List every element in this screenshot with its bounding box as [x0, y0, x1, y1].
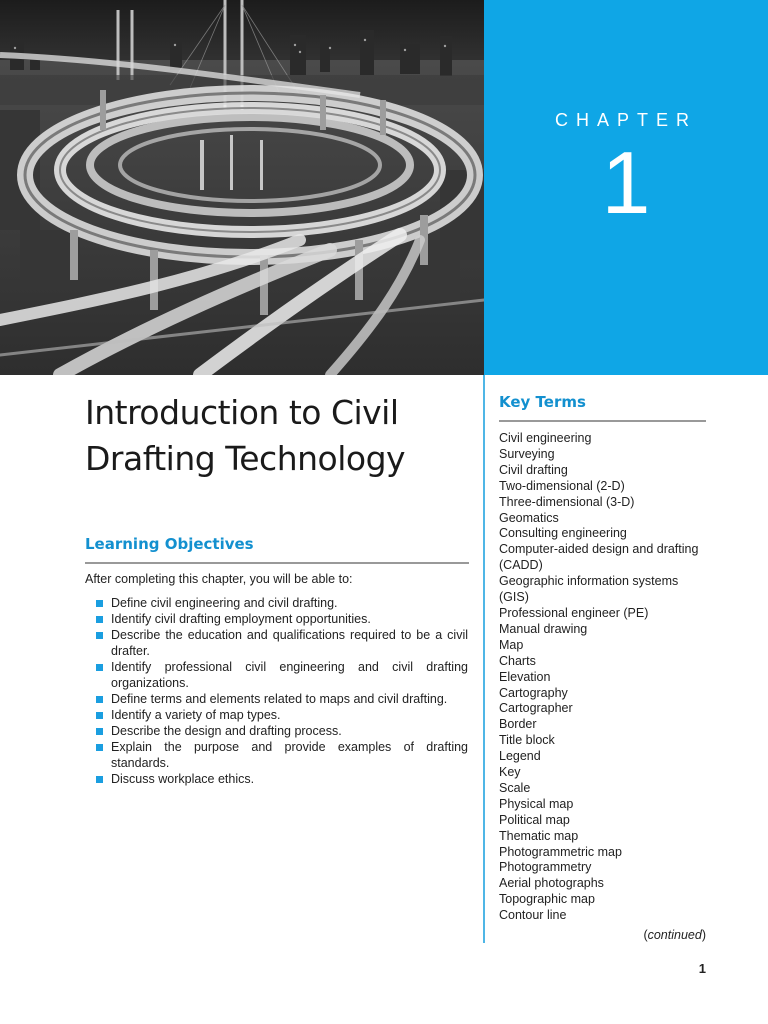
column-divider [483, 375, 485, 943]
key-term: Civil drafting [499, 462, 568, 477]
key-term: Elevation [499, 669, 551, 684]
learning-objectives-rule [85, 562, 469, 564]
list-item: Describe the design and drafting process. [96, 723, 468, 739]
list-item: Identify professional civil engineering and civil drafting organizations. [96, 659, 468, 691]
key-terms-heading: Key Terms [499, 393, 586, 411]
key-terms-list [499, 431, 709, 924]
key-term: Key [499, 765, 521, 780]
key-term: Two-dimensional (2-D) [499, 478, 625, 493]
key-term: Three-dimensional (3-D) [499, 494, 635, 509]
key-term: Border [499, 717, 537, 732]
square-bullet-icon [96, 664, 103, 671]
learning-objectives-list [96, 595, 468, 787]
continued-note: (continued) [643, 928, 706, 942]
key-term: Cartography [499, 685, 568, 700]
list-item: Identify civil drafting employment opportunities. [96, 611, 468, 627]
key-term: Contour line [499, 908, 567, 923]
list-item: Define terms and elements related to maps and civil drafting. [96, 691, 468, 707]
key-term: Civil engineering [499, 431, 592, 445]
square-bullet-icon [96, 616, 103, 623]
key-term: Geomatics [499, 510, 559, 525]
key-term: Manual drawing [499, 621, 588, 636]
chapter-label: CHAPTER [554, 110, 697, 130]
key-term: Photogrammetric map [499, 844, 622, 859]
key-term: Legend [499, 749, 541, 764]
key-term: Cartographer [499, 701, 573, 716]
square-bullet-icon [96, 744, 103, 751]
square-bullet-icon [96, 632, 103, 639]
chapter-title: Introduction to Civil Drafting Technology [85, 393, 406, 478]
key-term: Thematic map [499, 828, 579, 843]
square-bullet-icon [96, 696, 103, 703]
key-term: Political map [499, 812, 570, 827]
list-item: Identify a variety of map types. [96, 707, 468, 723]
key-term: Title block [499, 733, 555, 748]
key-term: Charts [499, 653, 536, 668]
key-term: Computer-aided design and drafting (CADD) [499, 542, 699, 573]
learning-objectives-intro: After completing this chapter, you will be able to: [85, 572, 353, 586]
chapter-number: 1 [601, 133, 651, 232]
square-bullet-icon [96, 776, 103, 783]
square-bullet-icon [96, 600, 103, 607]
list-item: Define civil engineering and civil drafting. [96, 595, 468, 611]
square-bullet-icon [96, 728, 103, 735]
highway-interchange-image [0, 0, 484, 375]
page-number: 1 [698, 961, 706, 976]
key-term: Scale [499, 780, 531, 795]
key-term: Consulting engineering [499, 526, 627, 541]
learning-objectives-heading: Learning Objectives [85, 535, 254, 553]
key-term: Geographic information systems (GIS) [499, 574, 679, 605]
list-item: Explain the purpose and provide examples of drafting standards. [96, 739, 468, 771]
key-term: Professional engineer (PE) [499, 605, 649, 620]
list-item: Describe the education and qualifications required to be a civil drafter. [96, 627, 468, 659]
list-item: Discuss workplace ethics. [96, 771, 468, 787]
chapter-photo [0, 0, 484, 375]
key-term: Physical map [499, 796, 574, 811]
key-term: Map [499, 637, 524, 652]
key-term: Topographic map [499, 892, 595, 907]
key-term: Aerial photographs [499, 876, 604, 891]
square-bullet-icon [96, 712, 103, 719]
key-terms-rule [499, 420, 706, 422]
key-term: Surveying [499, 446, 555, 461]
key-term: Photogrammetry [499, 860, 592, 875]
chapter-box [484, 0, 768, 375]
